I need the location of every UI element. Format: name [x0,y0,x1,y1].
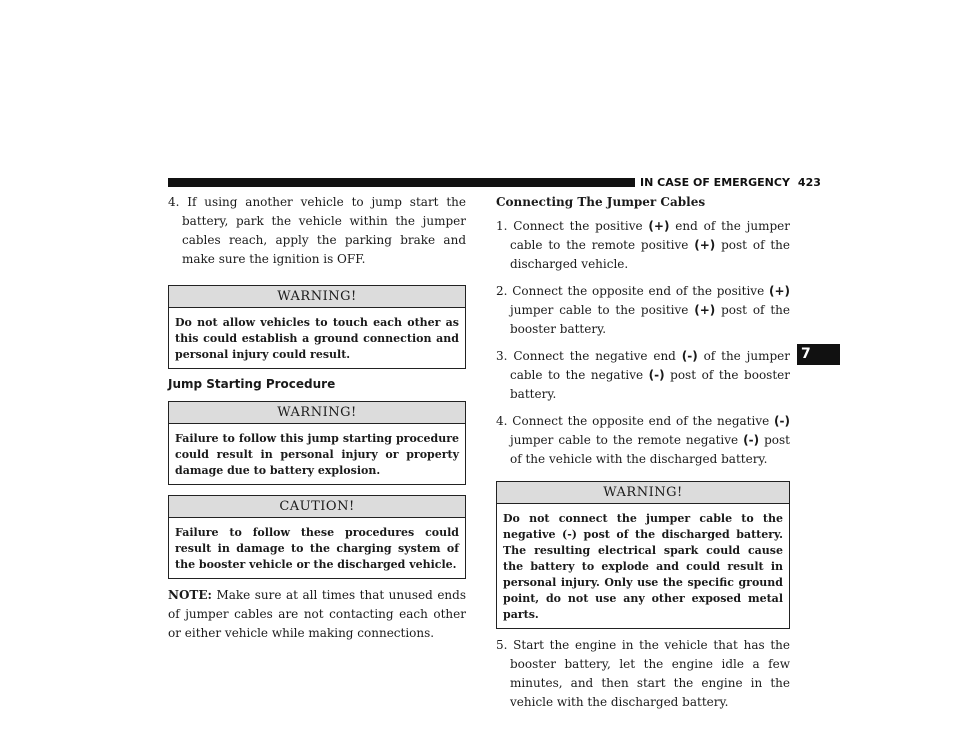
warning-body: Do not connect the jumper cable to the negative (-) post of the discharged battery. The resulting electrical spark could cause the battery to explode and could result in personal injury. Only use the specific ground point, do not use any other exposed metal parts. [503,512,783,621]
warning-box-negative-post [496,481,790,629]
step-5-text: 5. Start the engine in the vehicle that has the booster battery, let the engine idle a few minutes, and then start the engine in the vehicle with the discharged battery. [496,638,790,709]
caution-box-charging-system [168,495,466,579]
left-column [168,193,466,643]
page-number: 423 [797,176,821,189]
step-2-text: 2. Connect the opposite end of the positive (+) jumper cable to the positive (+) post of the booster battery. [496,284,790,336]
section-heading-jump-starting: Jump Starting Procedure [168,377,336,391]
step-4-text: 4. If using another vehicle to jump start the battery, park the vehicle within the jumper cables reach, apply the parking brake and make sure the ignition is OFF. [168,195,466,266]
warning-title: WARNING! [497,482,789,504]
chapter-tab: 7 [797,344,840,365]
right-column [496,193,790,712]
step-3-text: 3. Connect the negative end (-) of the jumper cable to the negative (-) post of the booster battery. [496,349,790,401]
note-paragraph [168,586,466,643]
warning-body: Failure to follow this jump starting procedure could result in personal injury or property damage due to battery explosion. [175,432,459,477]
running-header [640,175,821,191]
section-title: IN CASE OF EMERGENCY [640,176,790,189]
warning-body: Do not allow vehicles to touch each other as this could establish a ground connection and personal injury could result. [175,316,459,361]
warning-box-vehicles-touching [168,285,466,369]
note-text: Make sure at all times that unused ends of jumper cables are not contacting each other or either vehicle while making connections. [168,588,466,640]
step-1-text: 1. Connect the positive (+) end of the jumper cable to the remote positive (+) post of the discharged vehicle. [496,219,791,271]
step-4-right-text: 4. Connect the opposite end of the negative (-) jumper cable to the remote negative (-) post of the vehicle with the discharged battery. [496,414,790,466]
header-rule [168,178,635,187]
warning-title: WARNING! [169,402,465,424]
section-heading-connecting-cables: Connecting The Jumper Cables [496,195,706,209]
warning-title: WARNING! [169,286,465,308]
caution-body: Failure to follow these procedures could result in damage to the charging system of the booster vehicle or the discharged vehicle. [175,526,459,571]
note-label: NOTE: [168,588,212,602]
warning-box-procedure [168,401,466,485]
caution-title: CAUTION! [169,496,465,518]
